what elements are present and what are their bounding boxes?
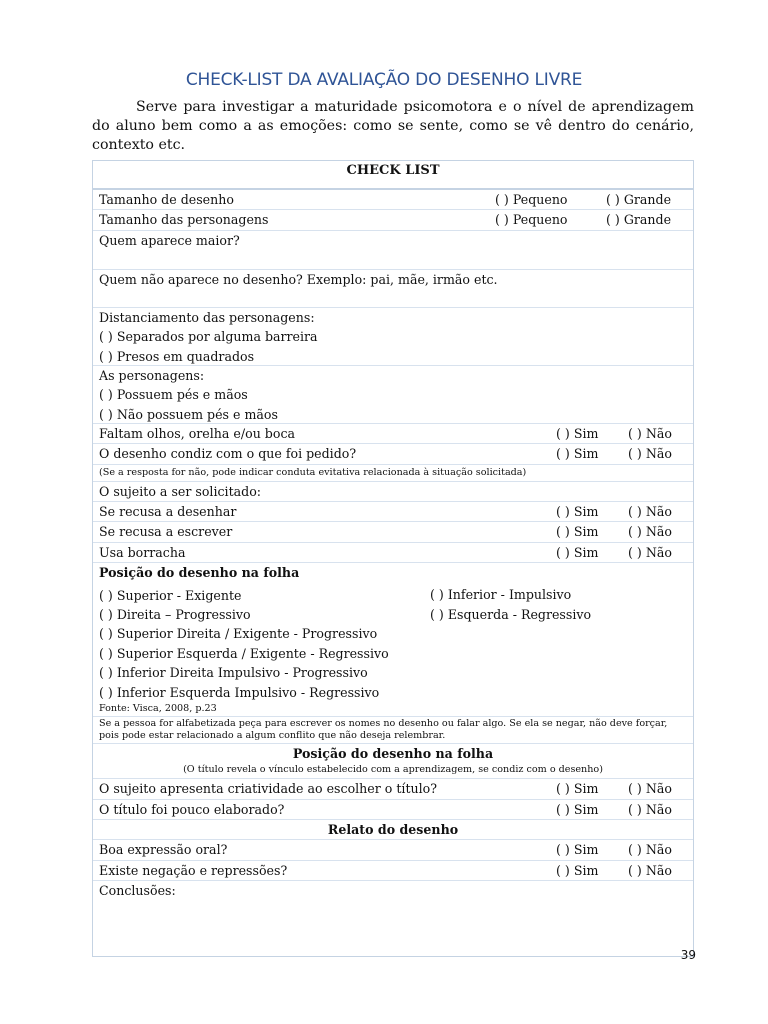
row-label: O sujeito a ser solicitado: [99,483,262,499]
row-tamanho-personagens [93,209,693,229]
row-quem-maior [93,230,693,269]
option-nao-possuem[interactable]: ( ) Não possuem pés e mãos [99,406,278,422]
row-condiz-pedido [93,443,693,463]
row-sujeito-solicitado [93,481,693,501]
option-grande[interactable]: ( ) Grande [606,212,672,228]
row-distanciamento [93,307,693,365]
option-pequeno[interactable]: ( ) Pequeno [495,192,568,207]
option-nao[interactable]: ( ) Não [628,425,672,441]
row-label: O título foi pouco elaborado? [99,801,285,817]
row-label: Se recusa a escrever [99,524,233,540]
option-sim[interactable]: ( ) Sim [556,544,599,560]
option-sim[interactable]: ( ) Sim [556,801,599,817]
option-inferior-direita[interactable]: ( ) Inferior Direita Impulsivo - Progressivo [99,665,368,681]
row-criatividade-titulo [93,778,693,798]
row-usa-borracha [93,542,693,562]
option-nao[interactable]: ( ) Não [628,446,672,462]
row-conclusoes[interactable] [93,880,693,956]
row-label: As personagens: [99,367,205,383]
row-tamanho-desenho [93,188,693,209]
row-titulo-pouco-elaborado [93,799,693,819]
option-superior[interactable]: ( ) Superior - Exigente [99,587,242,603]
option-pequeno[interactable]: ( ) Pequeno [495,212,568,228]
option-inferior-esquerda[interactable]: ( ) Inferior Esquerda Impulsivo - Regressivo [99,684,380,700]
row-label: Conclusões: [99,883,176,899]
option-possuem[interactable]: ( ) Possuem pés e mãos [99,387,248,403]
option-superior-direita[interactable]: ( ) Superior Direita / Exigente - Progressivo [99,626,378,642]
option-nao[interactable]: ( ) Não [628,801,672,817]
row-label: Tamanho de desenho [99,192,234,207]
row-personagens [93,365,693,423]
option-separados[interactable]: ( ) Separados por alguma barreira [99,329,318,345]
row-label: Faltam olhos, orelha e/ou boca [99,425,296,441]
row-label: Usa borracha [99,544,186,560]
row-label: Se recusa a desenhar [99,504,237,520]
option-nao[interactable]: ( ) Não [628,781,672,797]
document-title: CHECK-LIST DA AVALIAÇÃO DO DESENHO LIVRE [185,70,583,90]
row-label: Distanciamento das personagens: [99,309,315,325]
option-presos[interactable]: ( ) Presos em quadrados [99,348,255,364]
row-label: O sujeito apresenta criatividade ao escolher o título? [99,781,437,797]
row-expressao-oral [93,839,693,859]
row-note-conduta: (Se a resposta for não, pode indicar conduta evitativa relacionada à situação solicitada) [93,464,693,481]
row-negacao-repressoes [93,860,693,880]
option-nao[interactable]: ( ) Não [628,842,672,858]
table-header: CHECK LIST [346,163,440,178]
row-recusa-desenhar [93,501,693,521]
option-grande[interactable]: ( ) Grande [606,192,672,207]
row-faltam-olhos [93,423,693,443]
row-note-alfabetizada: Se a pessoa for alfabetizada peça para escrever os nomes no desenho ou falar algo. Se ela se negar, não deve forçar, pois pode estar relacionado a algum conflito que não deseja relembrar. [93,716,693,743]
option-nao[interactable]: ( ) Não [628,862,672,878]
option-inferior[interactable]: ( ) Inferior - Impulsivo [430,587,572,603]
option-sim[interactable]: ( ) Sim [556,504,599,520]
row-quem-nao-aparece [93,269,693,307]
row-label: O desenho condiz com o que foi pedido? [99,446,357,462]
row-label: Tamanho das personagens [99,212,269,228]
checklist-table [92,160,694,957]
row-relato-heading: Relato do desenho [93,819,693,839]
row-label: Existe negação e repressões? [99,862,288,878]
option-sim[interactable]: ( ) Sim [556,524,599,540]
option-sim[interactable]: ( ) Sim [556,862,599,878]
option-nao[interactable]: ( ) Não [628,524,672,540]
intro-paragraph [92,98,694,155]
section-heading: Posição do desenho na folha [99,565,300,581]
option-sim[interactable]: ( ) Sim [556,425,599,441]
page-number: 39 [680,948,696,962]
option-direita[interactable]: ( ) Direita – Progressivo [99,607,251,623]
source-citation: Fonte: Visca, 2008, p.23 [99,703,217,715]
option-esquerda[interactable]: ( ) Esquerda - Regressivo [430,606,592,622]
row-recusa-escrever [93,521,693,541]
option-superior-esquerda[interactable]: ( ) Superior Esquerda / Exigente - Regressivo [99,645,389,661]
option-sim[interactable]: ( ) Sim [556,781,599,797]
intro-text: Serve para investigar a maturidade psicomotora e o nível de aprendizagem do aluno bem como a as emoções: como se sente, como se vê dentro do cenário, contexto etc. [92,99,694,153]
option-sim[interactable]: ( ) Sim [556,446,599,462]
row-titulo-section [93,743,693,778]
section-subtitle: (O título revela o vínculo estabelecido com a aprendizagem, se condiz com o desenho) [183,763,603,775]
option-nao[interactable]: ( ) Não [628,504,672,520]
row-label: Quem não aparece no desenho? Exemplo: pai, mãe, irmão etc. [99,271,498,287]
row-posicao-folha [93,562,693,716]
section-heading: Posição do desenho na folha [292,746,494,762]
row-label: Boa expressão oral? [99,842,228,858]
row-label: Quem aparece maior? [99,232,240,248]
option-nao[interactable]: ( ) Não [628,544,672,560]
option-sim[interactable]: ( ) Sim [556,842,599,858]
